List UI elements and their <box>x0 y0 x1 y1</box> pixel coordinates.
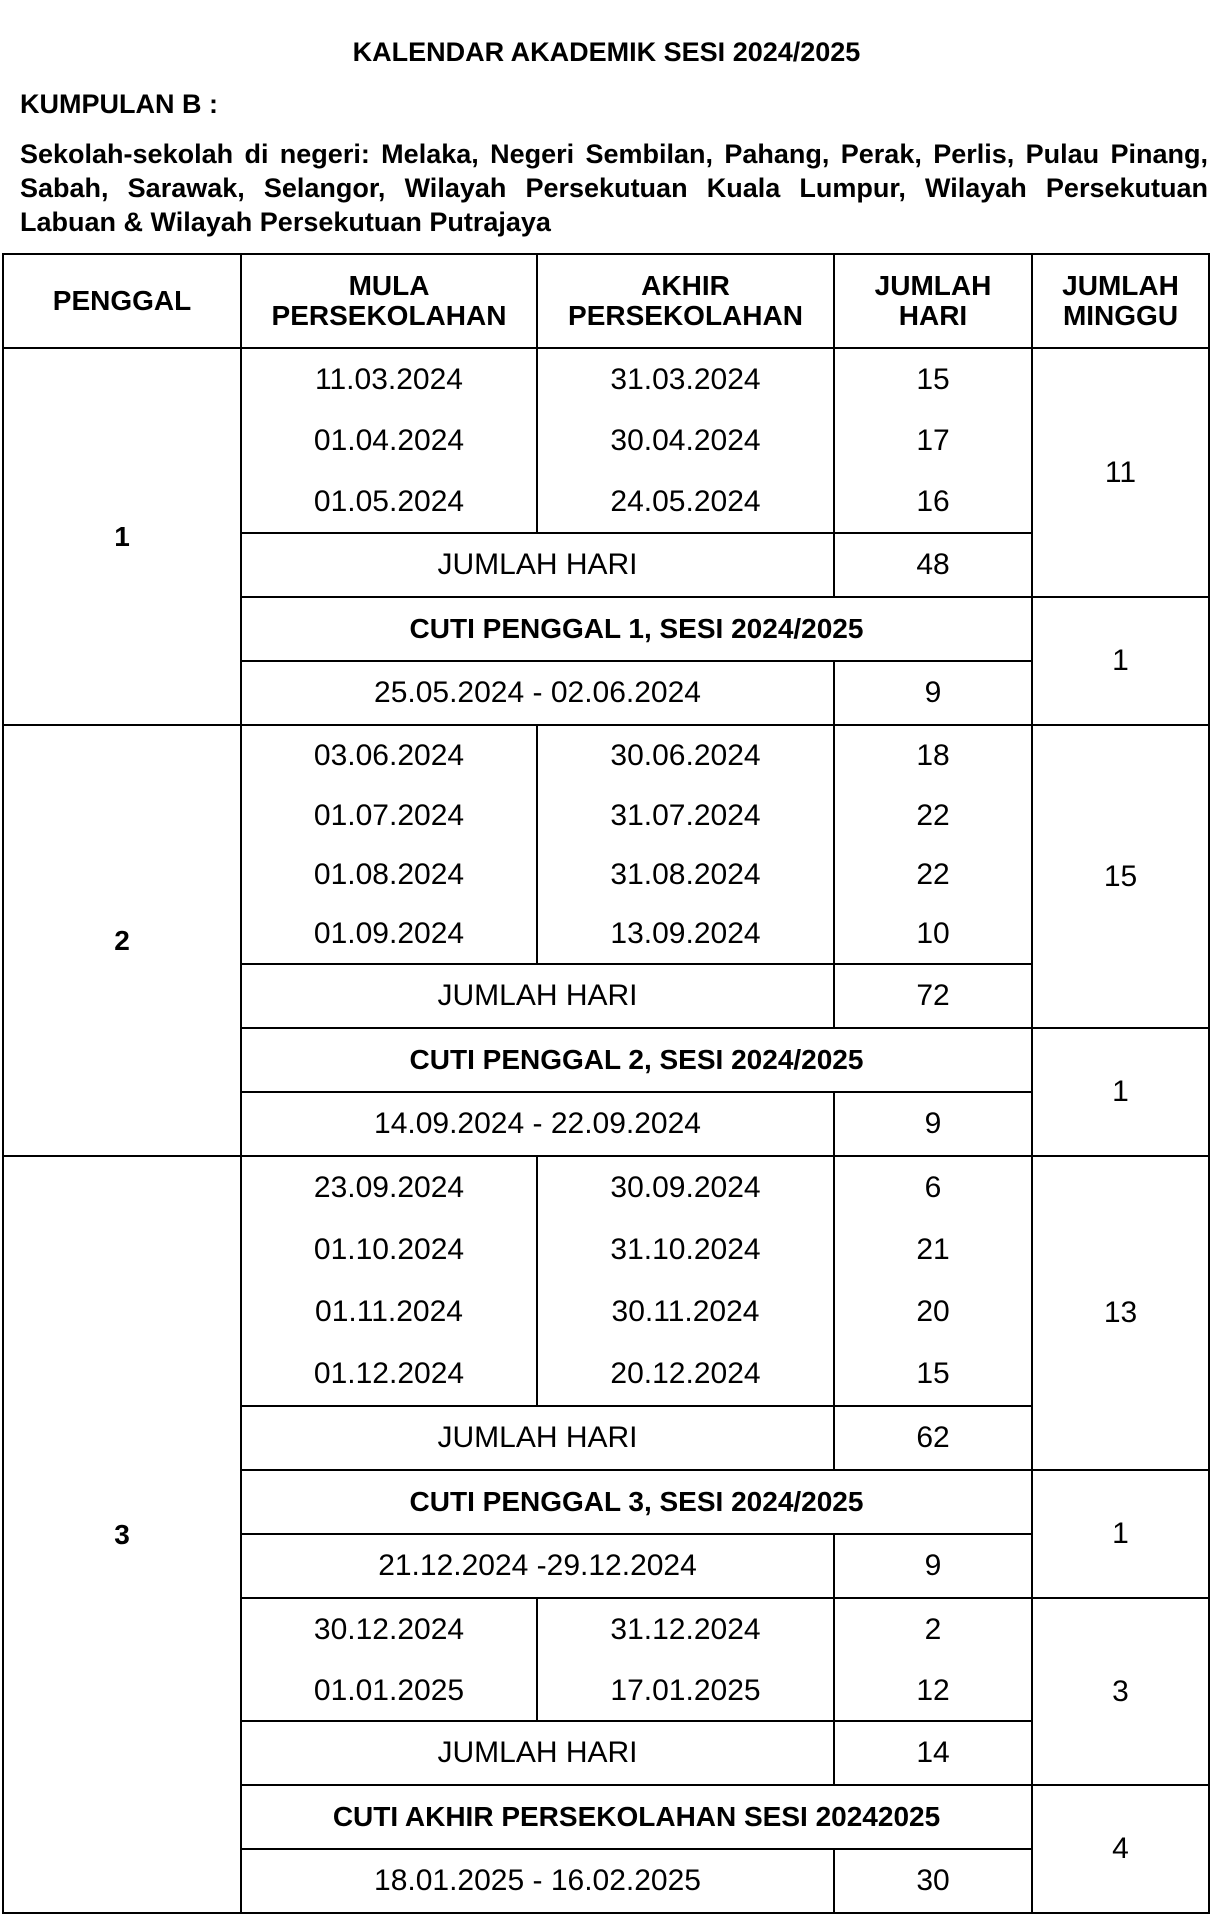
header-jumlah-hari: JUMLAH HARI <box>834 254 1032 348</box>
term-3-weeks: 13 <box>1032 1156 1209 1470</box>
term-2-weeks: 15 <box>1032 725 1209 1028</box>
document-title: KALENDAR AKADEMIK SESI 2024/2025 <box>352 37 861 67</box>
header-mula: MULA PERSEKOLAHAN <box>241 254 537 348</box>
end-date: 31.03.2024 <box>537 348 834 410</box>
day-count: 22 <box>834 786 1032 845</box>
final-break-weeks: 4 <box>1032 1785 1209 1913</box>
academic-calendar-table <box>2 253 1210 1914</box>
break-days: 9 <box>834 1534 1032 1598</box>
start-date: 01.01.2025 <box>241 1661 537 1721</box>
day-count: 22 <box>834 845 1032 904</box>
break-title: CUTI PENGGAL 3, SESI 2024/2025 <box>241 1470 1032 1534</box>
break-range: 21.12.2024 -29.12.2024 <box>241 1534 834 1598</box>
start-date: 01.10.2024 <box>241 1219 537 1281</box>
total-days: 62 <box>834 1406 1032 1470</box>
term-1-weeks: 11 <box>1032 348 1209 597</box>
table-row <box>3 348 1209 410</box>
end-date: 31.07.2024 <box>537 786 834 845</box>
day-count: 16 <box>834 471 1032 533</box>
end-date: 31.12.2024 <box>537 1598 834 1661</box>
end-date: 31.08.2024 <box>537 845 834 904</box>
group-label: KUMPULAN B : <box>20 89 218 119</box>
start-date: 01.11.2024 <box>241 1281 537 1343</box>
table-row <box>3 1156 1209 1219</box>
states-list: Sekolah-sekolah di negeri: Melaka, Negeri Sembilan, Pahang, Perak, Perlis, Pulau Pinang, Sabah, Sarawak, Selangor, Wilayah Persekutuan Kuala Lumpur, Wilayah Persekutuan Labuan & Wilayah Persekutuan Putrajaya <box>20 139 1208 237</box>
day-count: 2 <box>834 1598 1032 1661</box>
total-days: 14 <box>834 1721 1032 1785</box>
start-date: 23.09.2024 <box>241 1156 537 1219</box>
break-weeks: 1 <box>1032 597 1209 725</box>
day-count: 15 <box>834 1343 1032 1406</box>
day-count: 21 <box>834 1219 1032 1281</box>
day-count: 12 <box>834 1661 1032 1721</box>
final-break-days: 30 <box>834 1849 1032 1913</box>
end-date: 30.09.2024 <box>537 1156 834 1219</box>
end-date: 20.12.2024 <box>537 1343 834 1406</box>
total-days: 48 <box>834 533 1032 597</box>
header-jumlah-minggu: JUMLAH MINGGU <box>1032 254 1209 348</box>
total-days: 72 <box>834 964 1032 1028</box>
header-penggal: PENGGAL <box>3 254 241 348</box>
final-break-title: CUTI AKHIR PERSEKOLAHAN SESI 20242025 <box>241 1785 1032 1849</box>
start-date: 01.04.2024 <box>241 410 537 471</box>
start-date: 01.07.2024 <box>241 786 537 845</box>
final-break-range: 18.01.2025 - 16.02.2025 <box>241 1849 834 1913</box>
table-row <box>3 725 1209 786</box>
end-date: 24.05.2024 <box>537 471 834 533</box>
break-title: CUTI PENGGAL 2, SESI 2024/2025 <box>241 1028 1032 1092</box>
start-date: 01.05.2024 <box>241 471 537 533</box>
start-date: 03.06.2024 <box>241 725 537 786</box>
start-date: 01.09.2024 <box>241 904 537 964</box>
header-row <box>3 254 1209 348</box>
start-date: 01.08.2024 <box>241 845 537 904</box>
term-2-label: 2 <box>3 725 241 1156</box>
total-label: JUMLAH HARI <box>241 1721 834 1785</box>
break-days: 9 <box>834 661 1032 725</box>
total-label: JUMLAH HARI <box>241 964 834 1028</box>
break-range: 14.09.2024 - 22.09.2024 <box>241 1092 834 1156</box>
day-count: 18 <box>834 725 1032 786</box>
break-title: CUTI PENGGAL 1, SESI 2024/2025 <box>241 597 1032 661</box>
header-akhir: AKHIR PERSEKOLAHAN <box>537 254 834 348</box>
end-date: 30.04.2024 <box>537 410 834 471</box>
day-count: 20 <box>834 1281 1032 1343</box>
end-date: 31.10.2024 <box>537 1219 834 1281</box>
end-date: 17.01.2025 <box>537 1661 834 1721</box>
total-label: JUMLAH HARI <box>241 533 834 597</box>
day-count: 6 <box>834 1156 1032 1219</box>
break-weeks: 1 <box>1032 1028 1209 1156</box>
end-date: 30.06.2024 <box>537 725 834 786</box>
start-date: 30.12.2024 <box>241 1598 537 1661</box>
day-count: 10 <box>834 904 1032 964</box>
start-date: 01.12.2024 <box>241 1343 537 1406</box>
start-date: 11.03.2024 <box>241 348 537 410</box>
term-3-label: 3 <box>3 1156 241 1913</box>
total-label: JUMLAH HARI <box>241 1406 834 1470</box>
term-1-label: 1 <box>3 348 241 725</box>
break-range: 25.05.2024 - 02.06.2024 <box>241 661 834 725</box>
term-3-weeks-2: 3 <box>1032 1598 1209 1785</box>
break-days: 9 <box>834 1092 1032 1156</box>
day-count: 15 <box>834 348 1032 410</box>
end-date: 30.11.2024 <box>537 1281 834 1343</box>
end-date: 13.09.2024 <box>537 904 834 964</box>
day-count: 17 <box>834 410 1032 471</box>
break-weeks: 1 <box>1032 1470 1209 1598</box>
